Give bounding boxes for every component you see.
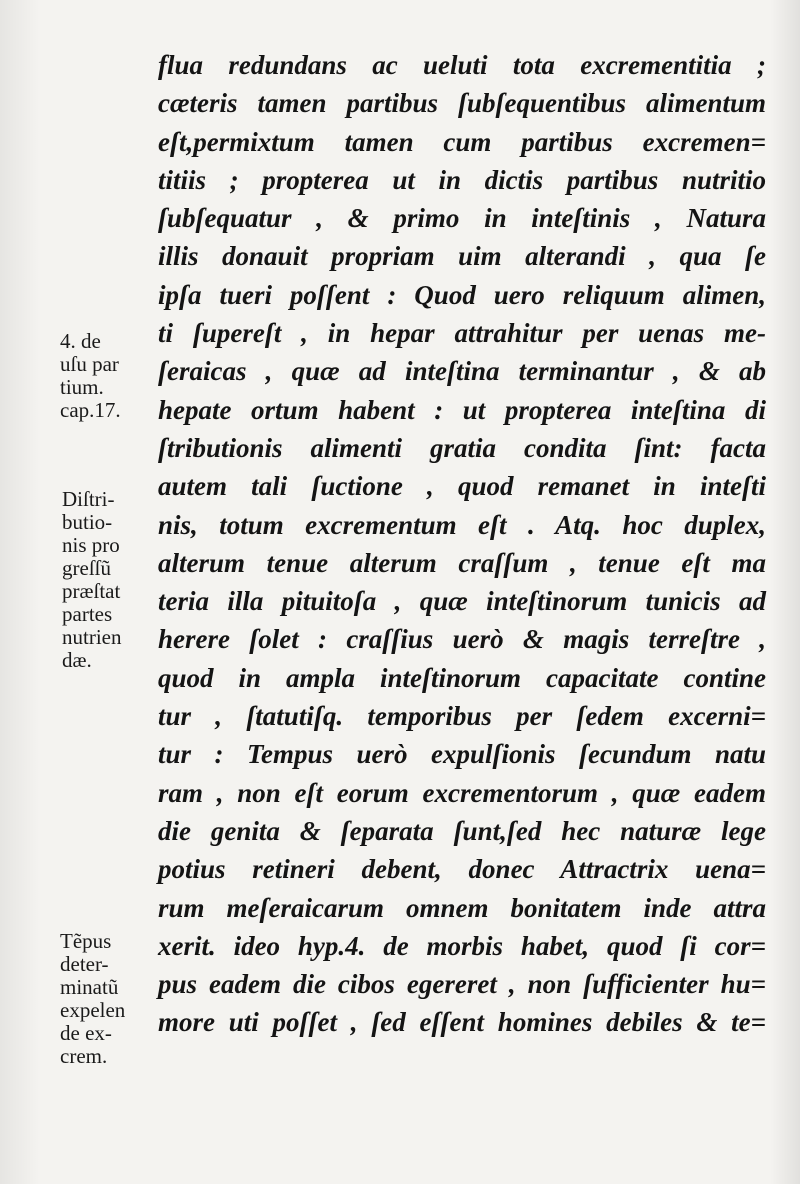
- text-line: illis donauit propriam uim alterandi , qua ſe: [158, 241, 766, 272]
- margin-note-line: Tẽpus: [60, 929, 112, 953]
- text-line: herere ſolet : craſſius uerò & magis terreſtre ,: [158, 624, 766, 655]
- text-line: titiis ; propterea ut in dictis partibus nutritio: [158, 164, 766, 195]
- text-line: ſtributionis alimenti gratia condita ſint: facta: [158, 432, 766, 463]
- text-line: ipſa tueri poſſent : Quod uero reliquum alimen,: [158, 279, 766, 310]
- margin-note-line: 4. de: [60, 329, 101, 353]
- margin-note-line: crem.: [60, 1044, 108, 1068]
- page-shadow-left: [0, 0, 40, 1184]
- margin-note-line: partes: [62, 602, 113, 626]
- margin-note-line: greſſũ: [62, 556, 111, 580]
- margin-note-line: nis pro: [62, 533, 120, 557]
- text-line: xerit. ideo hyp.4. de morbis habet, quod ſi cor=: [158, 930, 766, 961]
- text-line: nis, totum excrementum eſt . Atq. hoc duplex,: [158, 509, 766, 540]
- main-text-block: [158, 46, 766, 1042]
- page-shadow-right: [770, 0, 800, 1184]
- text-line: cæteris tamen partibus ſubſequentibus alimentum: [158, 88, 766, 119]
- text-line: rum meſeraicarum omnem bonitatem inde attra: [158, 892, 766, 923]
- margin-note-line: nutrien: [62, 625, 122, 649]
- text-line: tur : Tempus uerò expulſionis ſecundum natu: [158, 739, 766, 770]
- margin-note-line: butio-: [62, 510, 113, 534]
- margin-note-line: dæ.: [62, 648, 92, 672]
- margin-note-line: cap.17.: [60, 398, 121, 422]
- text-line: quod in ampla inteſtinorum capacitate contine: [158, 662, 766, 693]
- text-line: alterum tenue alterum craſſum , tenue eſt ma: [158, 547, 766, 578]
- margin-note-line: minatũ: [60, 975, 119, 999]
- margin-note-distribution: [62, 488, 121, 672]
- text-line: eſt,permixtum tamen cum partibus excremen=: [158, 126, 766, 157]
- text-line: tur , ſtatutiſq. temporibus per ſedem excerni=: [158, 701, 766, 732]
- text-line: pus eadem die cibos egereret , non ſufficienter hu=: [158, 969, 766, 1000]
- text-line: flua redundans ac ueluti tota excrementitia ;: [158, 50, 766, 80]
- margin-note-line: præſtat: [62, 579, 121, 603]
- margin-note-line: de ex-: [60, 1021, 112, 1045]
- margin-note-line: uſu par: [60, 352, 119, 376]
- text-line: more uti poſſet , ſed eſſent homines debiles & te=: [158, 1007, 766, 1038]
- text-line: teria illa pituitoſa , quæ inteſtinorum tunicis ad: [158, 586, 766, 617]
- margin-note-line: tium.: [60, 375, 104, 399]
- margin-note-line: expelen: [60, 998, 126, 1022]
- text-line: ti ſupereſt , in hepar attrahitur per uenas me-: [158, 318, 766, 349]
- margin-note-line: Diſtri-: [62, 487, 115, 511]
- text-line: ram , non eſt eorum excrementorum , quæ eadem: [158, 777, 766, 808]
- margin-note-line: deter-: [60, 952, 109, 976]
- text-line: ſeraicas , quæ ad inteſtina terminantur , & ab: [158, 356, 766, 387]
- margin-note-time: [60, 930, 125, 1068]
- margin-note-citation: [60, 330, 121, 422]
- text-line: hepate ortum habent : ut propterea inteſtina di: [158, 394, 766, 425]
- text-line: potius retineri debent, donec Attractrix uena=: [158, 854, 766, 885]
- text-line: ſubſequatur , & primo in inteſtinis , Natura: [158, 203, 766, 234]
- text-line: die genita & ſeparata ſunt,ſed hec naturæ lege: [158, 815, 766, 846]
- text-line: autem tali ſuctione , quod remanet in inteſti: [158, 471, 766, 502]
